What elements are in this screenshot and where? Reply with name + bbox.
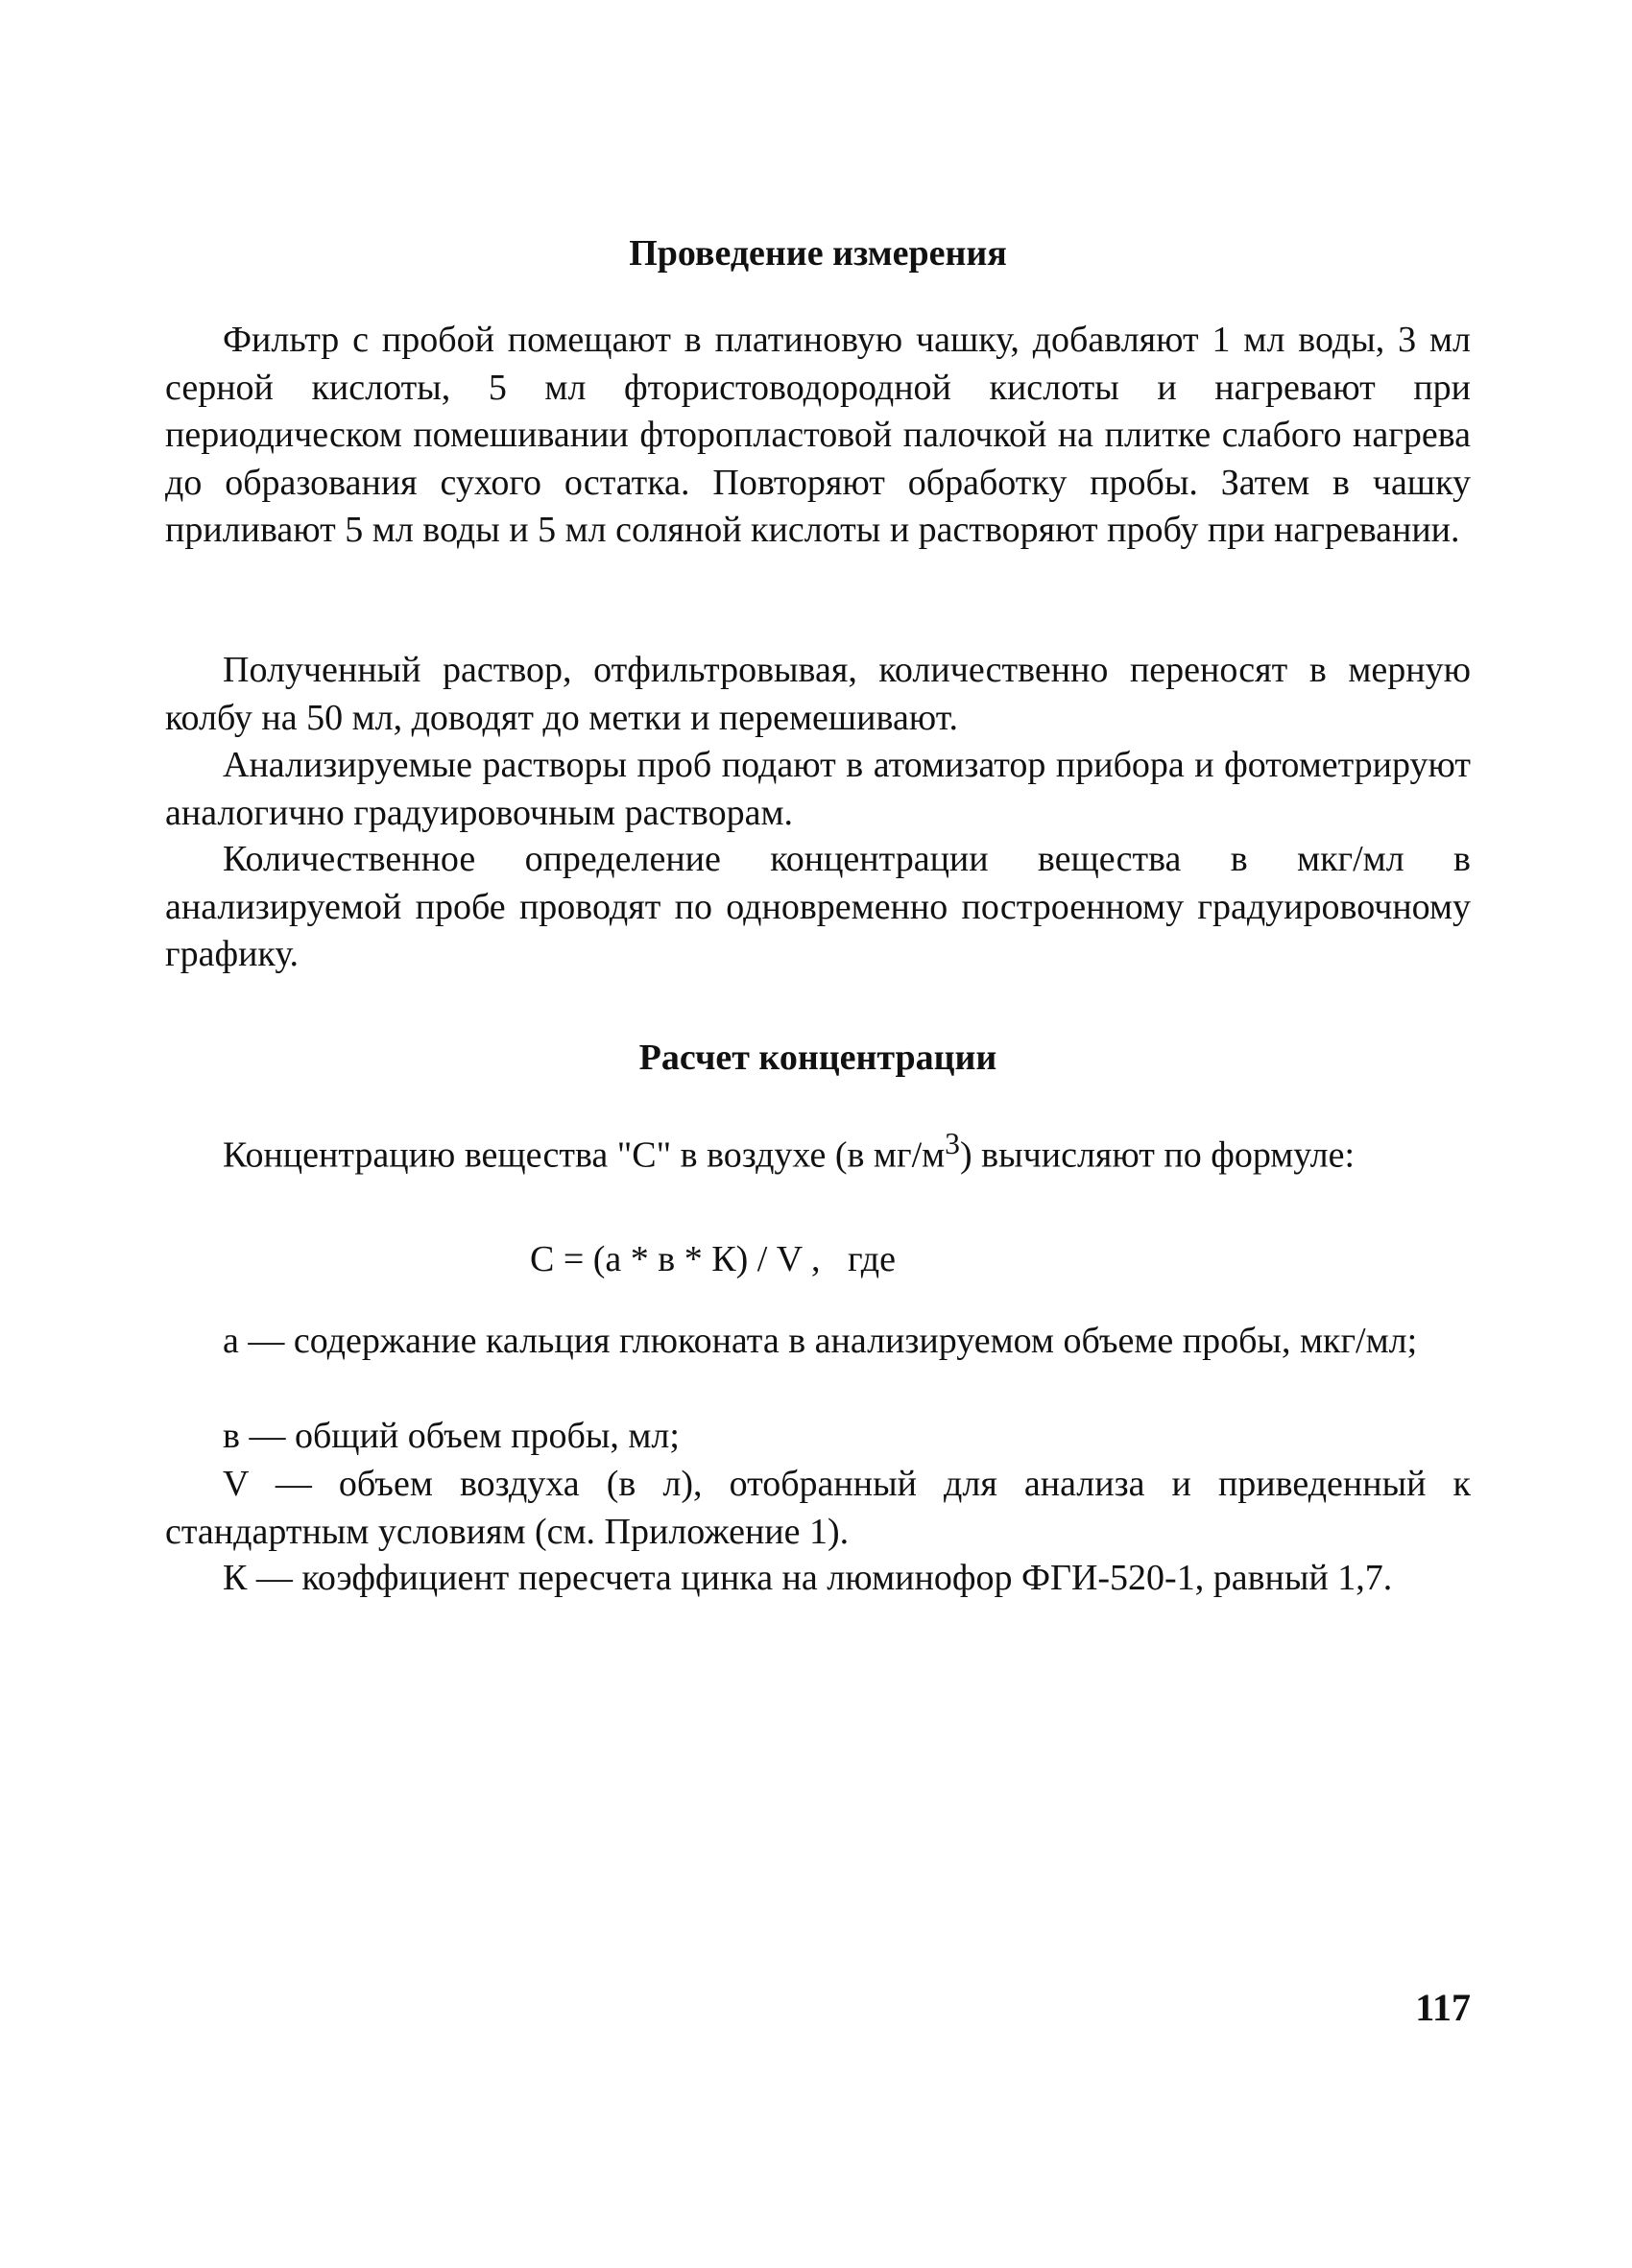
measurement-paragraph-1: Фильтр с пробой помещают в платиновую чашку, добавляют 1 мл воды, 3 мл серной кислоты, 5 мл фтористоводородной кислоты и нагревают при периодическом помешивании фторопластовой палочкой на плитке слабого нагрева до образования сухого остатка. Повторяют обработку пробы. Затем в чашку приливают 5 мл воды и 5 мл соляной кислоты и растворяют пробу при нагревании. <box>165 320 1471 550</box>
document-page <box>165 0 1471 2268</box>
page-number: 117 <box>1415 1986 1471 2029</box>
measurement-paragraph-3: Анализируемые растворы проб подают в атомизатор прибора и фотометрируют аналогично градуировочным растворам. <box>165 745 1471 833</box>
calculation-intro-text: Концентрацию вещества "С" в воздухе (в мг/м <box>223 1134 946 1176</box>
definition-v: в — общий объем пробы, мл; <box>223 1416 680 1456</box>
calculation-intro-end: ) вычисляют по формуле: <box>960 1134 1356 1176</box>
definition-air-volume: V — объем воздуха (в л), отобранный для анализа и приведенный к стандартным условиям (см. Приложение 1). <box>165 1464 1471 1552</box>
definition-a: а — содержание кальция глюконата в анализируемом объеме пробы, мкг/мл; <box>223 1321 1418 1361</box>
section-title-measurement: Проведение измерения <box>629 233 1007 274</box>
section-title-calculation: Расчет концентрации <box>638 1038 997 1078</box>
measurement-paragraph-2: Полученный раствор, отфильтровывая, количественно переносят в мерную колбу на 50 мл, доводят до метки и перемешивают. <box>165 650 1471 738</box>
concentration-formula: С = (а * в * К) / V , где <box>530 1239 896 1279</box>
unit-superscript: 3 <box>945 1127 960 1160</box>
calculation-intro <box>165 1120 1471 1180</box>
measurement-paragraph-4: Количественное определение концентрации вещества в мкг/мл в анализируемой пробе проводят по одновременно построенному градуировочному графику. <box>165 839 1471 974</box>
definition-k: К — коэффициент пересчета цинка на люминофор ФГИ-520-1, равный 1,7. <box>223 1558 1393 1598</box>
